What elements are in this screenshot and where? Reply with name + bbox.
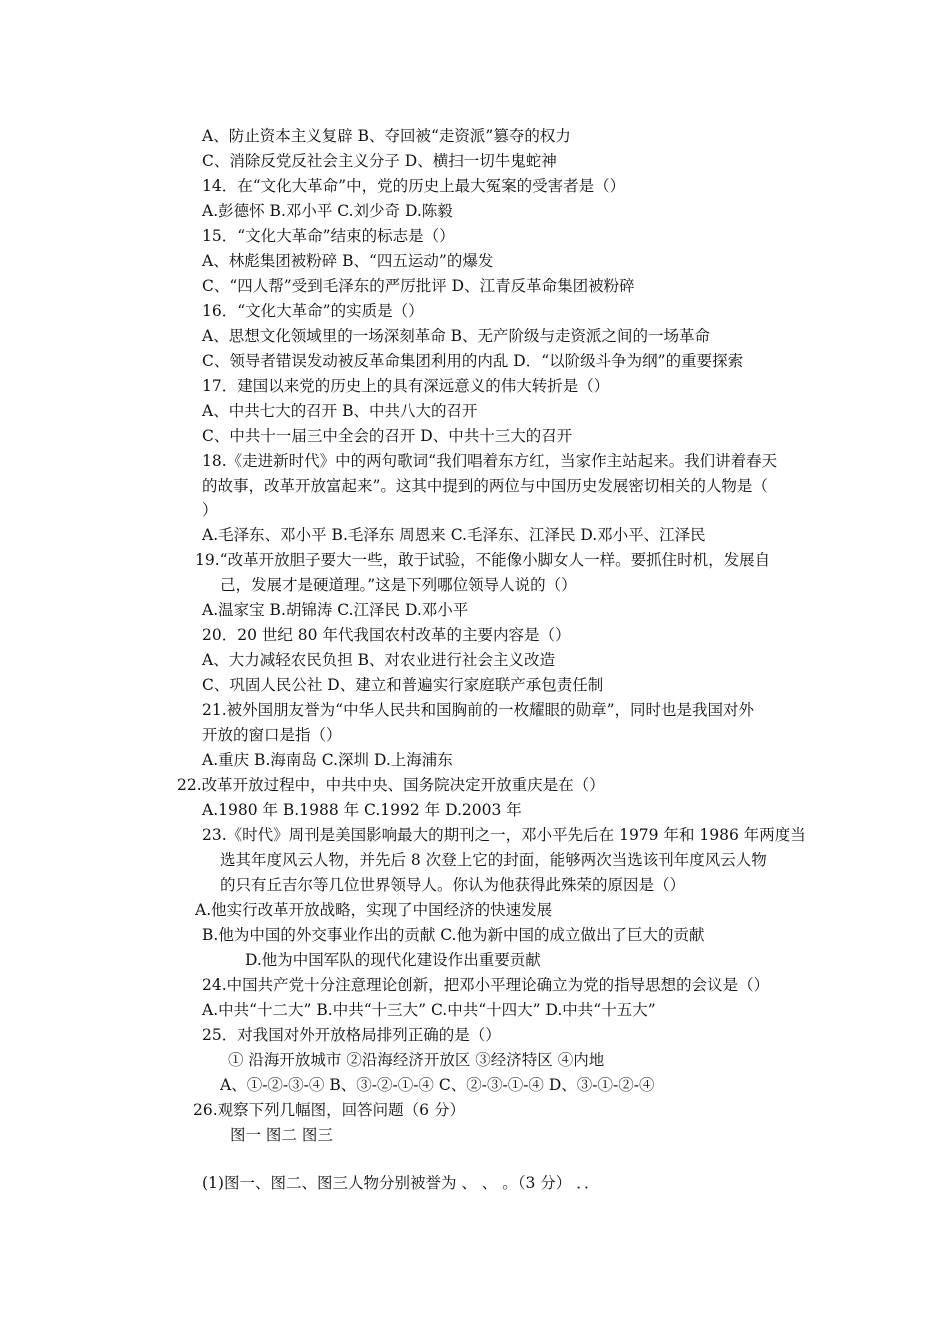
text-line: D.他为中国军队的现代化建设作出重要贡献 <box>245 951 541 969</box>
text-line: ① 沿海开放城市 ②沿海经济开放区 ③经济特区 ④内地 <box>228 1051 605 1069</box>
text-line: A.1980 年 B.1988 年 C.1992 年 D.2003 年 <box>202 801 522 819</box>
question-19: 19.“改革开放胆子要大一些，敢于试验，不能像小脚女人一样。要抓住时机，发展自 <box>195 551 771 569</box>
text-line: A、防止资本主义复辟 B、夺回被“走资派”篡夺的权力 <box>202 127 571 145</box>
text-line: A.彭德怀 B.邓小平 C.刘少奇 D.陈毅 <box>202 202 453 220</box>
text-line: A.他实行改革开放战略，实现了中国经济的快速发展 <box>195 901 553 919</box>
text-line: C、“四人帮”受到毛泽东的严厉批评 D、江青反革命集团被粉碎 <box>202 277 635 295</box>
question-16: 16．“文化大革命”的实质是（） <box>202 302 424 320</box>
question-22: 22.改革开放过程中，中共中央、国务院决定开放重庆是在（） <box>177 776 605 794</box>
question-23: 23.《时代》周刊是美国影响最大的期刊之一，邓小平先后在 1979 年和 1986 年两度当 <box>202 826 806 844</box>
text-line: C、领导者错误发动被反革命集团利用的内乱 D．“以阶级斗争为纲”的重要探索 <box>202 352 744 370</box>
text-line: 选其年度风云人物，并先后 8 次登上它的封面，能够两次当选该刊年度风云人物 <box>220 851 767 869</box>
text-line: (1)图一、图二、图三人物分别被誉为 、 、 。（3 分） ．． <box>202 1174 600 1192</box>
text-line: A.重庆 B.海南岛 C.深圳 D.上海浦东 <box>202 751 453 769</box>
question-25: 25．对我国对外开放格局排列正确的是（） <box>202 1026 501 1044</box>
text-line: A、①-②-③-④ B、③-②-①-④ C、②-③-①-④ D、③-①-②-④ <box>220 1076 655 1094</box>
text-line: B.他为中国的外交事业作出的贡献 C.他为新中国的成立做出了巨大的贡献 <box>202 926 705 944</box>
question-20: 20．20 世纪 80 年代我国农村改革的主要内容是（） <box>202 626 571 644</box>
text-line: C、中共十一届三中全会的召开 D、中共十三大的召开 <box>202 427 573 445</box>
text-line: ） <box>202 501 218 519</box>
question-26: 26.观察下列几幅图，回答问题（6 分） <box>193 1101 465 1119</box>
text-line: 己，发展才是硬道理。”这是下列哪位领导人说的（） <box>220 576 577 594</box>
text-line: A、思想文化领域里的一场深刻革命 B、无产阶级与走资派之间的一场革命 <box>202 327 711 345</box>
question-21: 21.被外国朋友誉为“中华人民共和国胸前的一枚耀眼的勋章”，同时也是我国对外 <box>202 701 755 719</box>
text-line: A.毛泽东、邓小平 B.毛泽东 周恩来 C.毛泽东、江泽民 D.邓小平、江泽民 <box>202 526 706 544</box>
question-24: 24.中国共产党十分注意理论创新，把邓小平理论确立为党的指导思想的会议是（） <box>202 976 770 994</box>
text-line: C、消除反党反社会主义分子 D、横扫一切牛鬼蛇神 <box>202 152 557 170</box>
question-14: 14．在“文化大革命”中，党的历史上最大冤案的受害者是（） <box>202 177 626 195</box>
question-15: 15．“文化大革命”结束的标志是（） <box>202 227 455 245</box>
question-17: 17．建国以来党的历史上的具有深远意义的伟大转折是（） <box>202 377 610 395</box>
text-line: A、中共七大的召开 B、中共八大的召开 <box>202 402 478 420</box>
text-line: 开放的窗口是指（） <box>202 726 342 744</box>
text-line: 的只有丘吉尔等几位世界领导人。你认为他获得此殊荣的原因是（） <box>220 876 686 894</box>
text-line: A、林彪集团被粉碎 B、“四五运动”的爆发 <box>202 252 494 270</box>
figure-labels: 图一 图二 图三 <box>230 1126 333 1144</box>
question-18: 18.《走进新时代》中的两句歌词“我们唱着东方红，当家作主站起来。我们讲着春天 <box>202 452 778 470</box>
text-line: A.中共“十二大” B.中共“十三大” C.中共“十四大” D.中共“十五大” <box>202 1001 656 1019</box>
text-line: A、大力减轻农民负担 B、对农业进行社会主义改造 <box>202 651 556 669</box>
text-line: A.温家宝 B.胡锦涛 C.江泽民 D.邓小平 <box>202 601 469 619</box>
text-line: 的故事，改革开放富起来”。这其中提到的两位与中国历史发展密切相关的人物是（ <box>202 477 768 495</box>
text-line: C、巩固人民公社 D、建立和普遍实行家庭联产承包责任制 <box>202 676 604 694</box>
